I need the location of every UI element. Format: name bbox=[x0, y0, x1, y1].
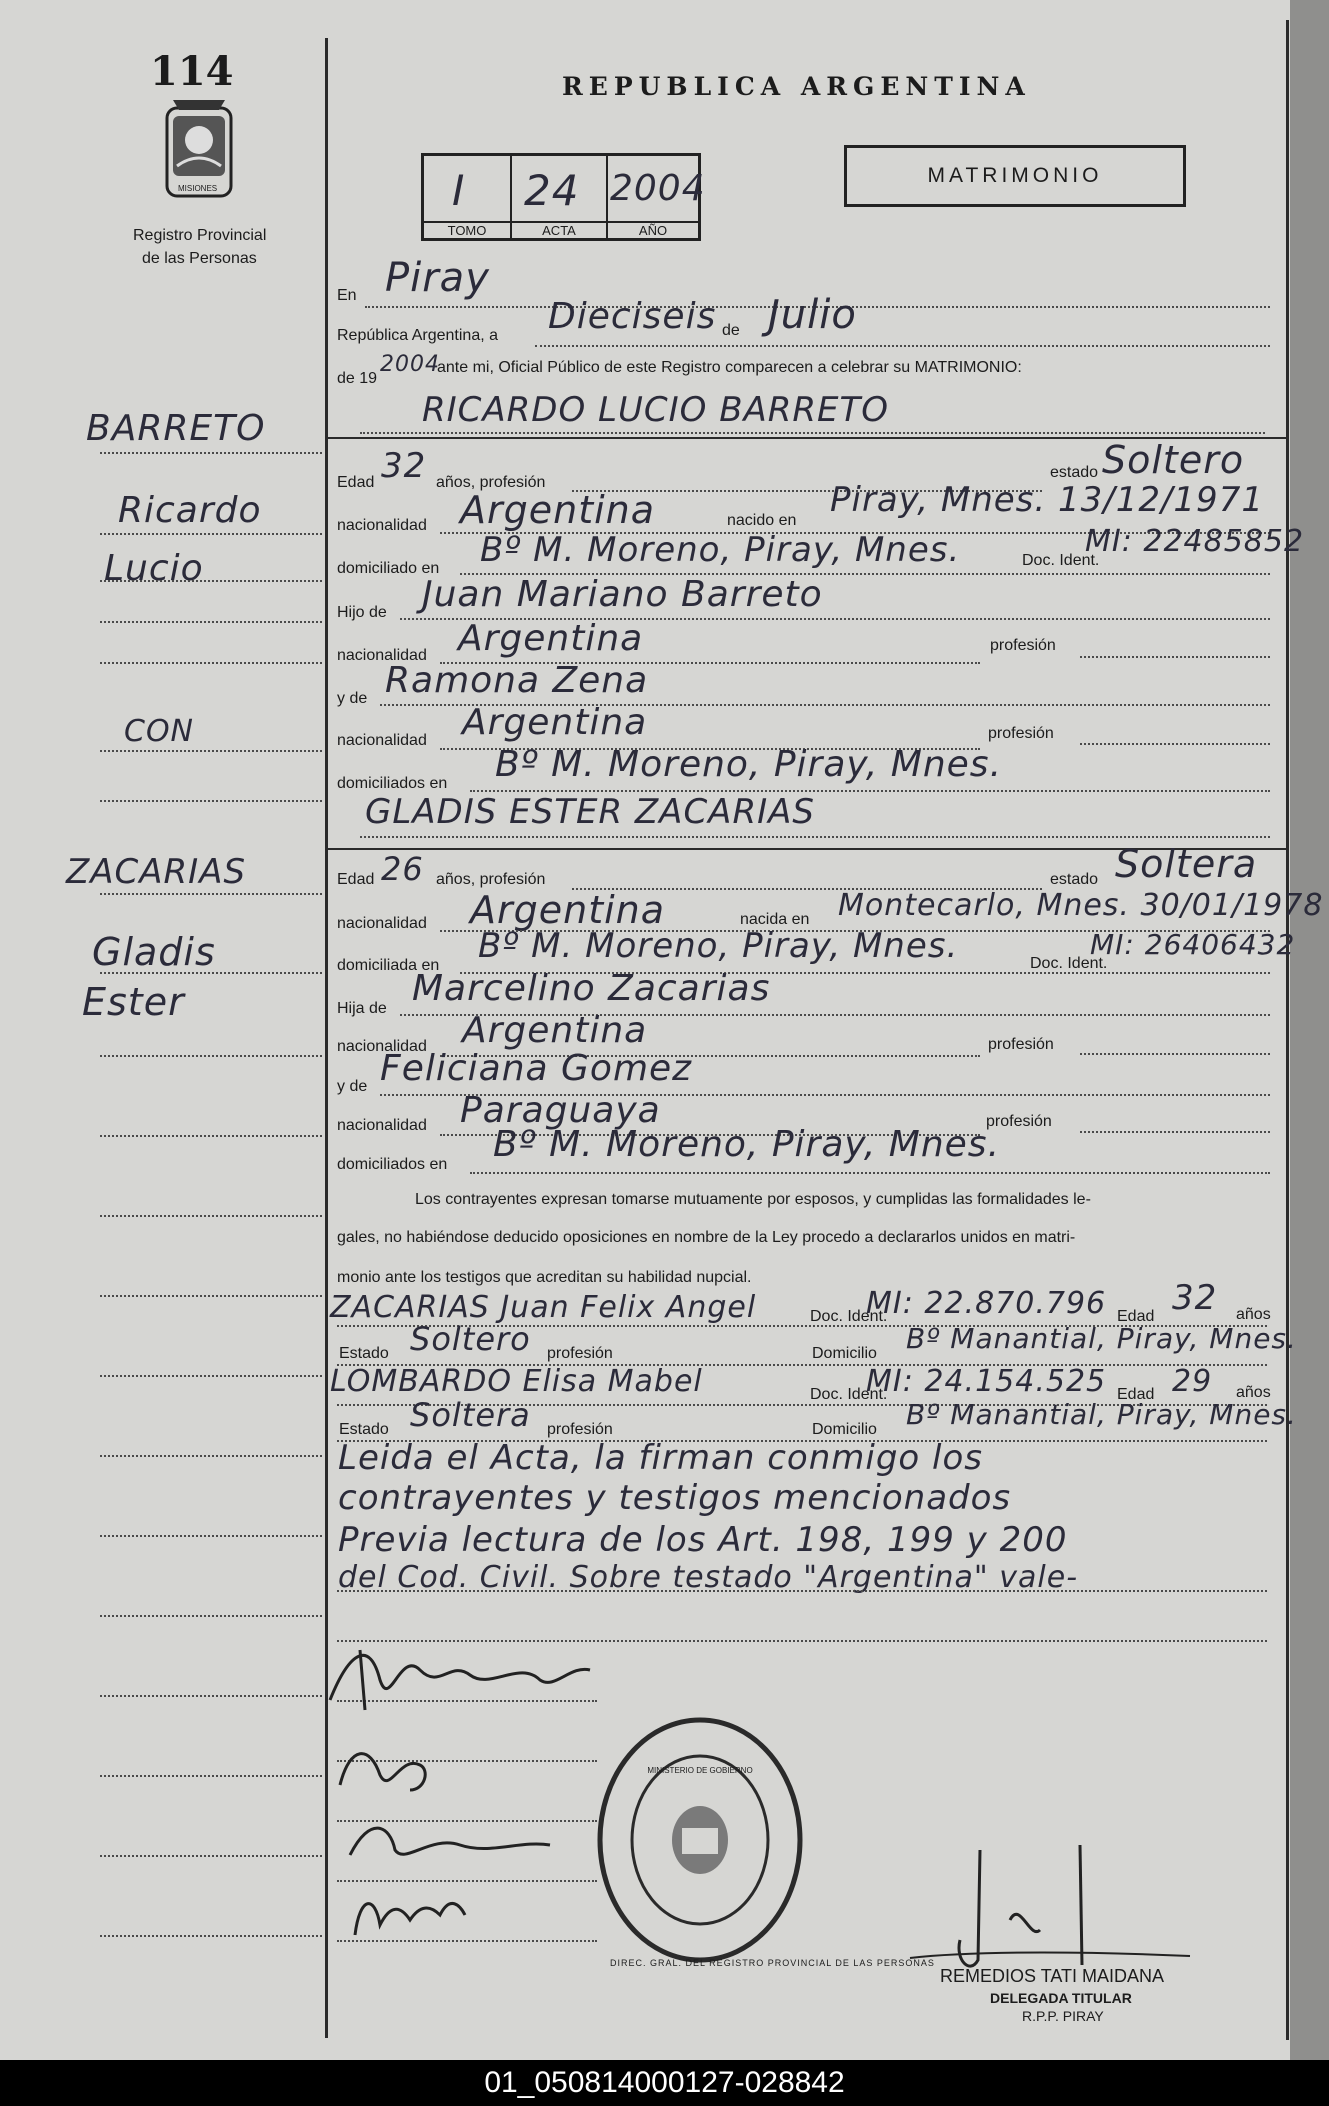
margin-dotline bbox=[100, 1855, 322, 1857]
margin-dotline bbox=[100, 1375, 322, 1377]
label-nacionalidad: nacionalidad bbox=[337, 915, 427, 932]
anio-label: AÑO bbox=[608, 221, 698, 238]
witness2-name: LOMBARDO Elisa Mabel bbox=[330, 1364, 703, 1399]
label-anos: años bbox=[1236, 1384, 1271, 1401]
acta-value: 24 bbox=[524, 166, 580, 215]
label-domicilio: Domicilio bbox=[812, 1421, 877, 1438]
dotline bbox=[337, 1590, 1267, 1592]
officer-title: DELEGADA TITULAR bbox=[990, 1990, 1132, 2006]
label-estado: Estado bbox=[339, 1345, 389, 1362]
label-profesion: profesión bbox=[547, 1421, 613, 1438]
margin-dotline bbox=[100, 1695, 322, 1697]
label-estado: estado bbox=[1050, 871, 1099, 888]
margin-dotline bbox=[100, 1935, 322, 1937]
label-de: de bbox=[722, 322, 740, 339]
label-anos-profesion: años, profesión bbox=[436, 871, 546, 888]
label-profesion: profesión bbox=[547, 1345, 613, 1362]
right-border bbox=[1286, 20, 1289, 2040]
officer-name: REMEDIOS TATI MAIDANA bbox=[940, 1966, 1165, 1986]
doc-type-box bbox=[844, 145, 1186, 207]
husband-full-name: RICARDO LUCIO BARRETO bbox=[422, 390, 890, 430]
registry-name-line1: Registro Provincial bbox=[133, 227, 267, 244]
signature-witness2 bbox=[345, 1875, 475, 1945]
acta-label: ACTA bbox=[512, 221, 606, 238]
signature-wife bbox=[330, 1735, 440, 1805]
formal-text-line3: monio ante los testigos que acreditan su habilidad nupcial. bbox=[337, 1269, 752, 1286]
witness1-name: ZACARIAS Juan Felix Angel bbox=[330, 1290, 757, 1325]
label-profesion: profesión bbox=[988, 725, 1054, 742]
dotline bbox=[535, 345, 1270, 347]
witness2-domicilio: Bº Manantial, Piray, Mnes. bbox=[906, 1398, 1297, 1431]
margin-husband-surname: BARRETO bbox=[86, 408, 266, 449]
closing-line1: Leida el Acta, la firman conmigo los bbox=[338, 1438, 983, 1478]
margin-dotline bbox=[100, 1295, 322, 1297]
label-doc-ident: Doc. Ident. bbox=[1022, 552, 1100, 569]
dotline bbox=[1080, 1131, 1270, 1133]
witness2-doc: MI: 24.154.525 bbox=[866, 1364, 1107, 1399]
tomo-cell bbox=[424, 156, 512, 238]
scan-id-footer: 01_050814000127-028842 bbox=[0, 2060, 1329, 2106]
closing-line3: Previa lectura de los Art. 198, 199 y 200 bbox=[338, 1520, 1068, 1560]
husband-mother-nac: Argentina bbox=[462, 702, 648, 743]
margin-dotline bbox=[100, 1455, 322, 1457]
closing-line4: del Cod. Civil. Sobre testado "Argentina" vale- bbox=[338, 1560, 1079, 1595]
husband-father: Juan Mariano Barreto bbox=[422, 574, 823, 615]
label-nacionalidad: nacionalidad bbox=[337, 517, 427, 534]
wife-mother: Feliciana Gomez bbox=[380, 1048, 693, 1089]
stamp-outer-text: DIREC. GRAL. DEL REGISTRO PROVINCIAL DE LAS PERSONAS bbox=[610, 1958, 935, 1968]
label-y-de: y de bbox=[337, 1078, 368, 1095]
label-hijo-de: Hijo de bbox=[337, 604, 387, 621]
doc-type-label: MATRIMONIO bbox=[927, 164, 1103, 187]
margin-wife-given1: Gladis bbox=[92, 930, 216, 974]
label-edad: Edad bbox=[1117, 1386, 1155, 1403]
wife-age: 26 bbox=[381, 850, 424, 888]
husband-domicilio: Bº M. Moreno, Piray, Mnes. bbox=[480, 530, 961, 570]
margin-dotline bbox=[100, 1535, 322, 1537]
witness1-estado: Soltero bbox=[410, 1320, 531, 1358]
place-value: Piray bbox=[385, 255, 490, 301]
witness1-doc: MI: 22.870.796 bbox=[866, 1286, 1107, 1321]
wife-doc: MI: 26406432 bbox=[1090, 928, 1296, 961]
label-nacionalidad: nacionalidad bbox=[337, 732, 427, 749]
margin-wife-surname: ZACARIAS bbox=[66, 852, 247, 892]
husband-age: 32 bbox=[381, 446, 427, 486]
margin-dotline bbox=[100, 533, 322, 535]
label-hija-de: Hija de bbox=[337, 1000, 387, 1017]
wife-domicilio: Bº M. Moreno, Piray, Mnes. bbox=[478, 926, 959, 966]
wife-father: Marcelino Zacarias bbox=[412, 968, 771, 1009]
label-profesion: profesión bbox=[988, 1036, 1054, 1053]
husband-nacionalidad: Argentina bbox=[460, 488, 656, 532]
wife-mother-nac: Paraguaya bbox=[460, 1090, 661, 1131]
witness2-estado: Soltera bbox=[410, 1396, 531, 1434]
wife-nacionalidad: Argentina bbox=[470, 888, 666, 932]
day-value: Dieciseis bbox=[548, 296, 717, 337]
dotline bbox=[1080, 1053, 1270, 1055]
page-edge-shadow bbox=[1290, 0, 1329, 2060]
label-domiciliados-en: domiciliados en bbox=[337, 1156, 448, 1173]
label-anos-profesion: años, profesión bbox=[436, 474, 546, 491]
margin-dotline bbox=[100, 1775, 322, 1777]
seal-label: MISIONES bbox=[178, 184, 218, 193]
husband-mother: Ramona Zena bbox=[385, 660, 649, 701]
year-value: 2004 bbox=[380, 352, 440, 377]
closing-line2: contrayentes y testigos mencionados bbox=[338, 1478, 1012, 1518]
officer-signature bbox=[900, 1840, 1200, 1980]
husband-nacido: Piray, Mnes. 13/12/1971 bbox=[830, 480, 1264, 520]
husband-father-nac: Argentina bbox=[458, 618, 644, 659]
header-title: REPUBLICA ARGENTINA bbox=[562, 72, 1031, 101]
folio-number: 114 bbox=[150, 48, 234, 95]
label-de19: de 19 bbox=[337, 370, 378, 387]
label-domiciliados-en: domiciliados en bbox=[337, 775, 448, 792]
witness2-age: 29 bbox=[1172, 1364, 1213, 1399]
margin-dotline bbox=[100, 750, 322, 752]
margin-dotline bbox=[100, 580, 322, 582]
wife-full-name: GLADIS ESTER ZACARIAS bbox=[365, 792, 815, 832]
margin-divider bbox=[325, 38, 328, 2038]
margin-con: CON bbox=[124, 714, 195, 749]
margin-dotline bbox=[100, 1215, 322, 1217]
margin-dotline bbox=[100, 1135, 322, 1137]
margin-dotline bbox=[100, 452, 322, 454]
formal-text-line1: Los contrayentes expresan tomarse mutuamente por esposos, y cumplidas las formalidades le- bbox=[415, 1191, 1091, 1208]
label-anos: años bbox=[1236, 1306, 1271, 1323]
dotline bbox=[1080, 743, 1270, 745]
margin-dotline bbox=[100, 621, 322, 623]
stamp-inner-text: MINISTERIO DE GOBIERNO bbox=[647, 1766, 753, 1775]
label-nacida-en: nacida en bbox=[740, 911, 810, 928]
wife-estado: Soltera bbox=[1115, 842, 1258, 886]
officer-office: R.P.P. PIRAY bbox=[1022, 2008, 1104, 2024]
tomo-value: I bbox=[452, 166, 466, 215]
label-domiciliado-en: domiciliado en bbox=[337, 560, 440, 577]
label-estado: Estado bbox=[339, 1421, 389, 1438]
label-ante-mi: ante mi, Oficial Público de este Registro comparecen a celebrar su MATRIMONIO: bbox=[437, 359, 1022, 376]
label-nacionalidad: nacionalidad bbox=[337, 1117, 427, 1134]
registry-name-line2: de las Personas bbox=[142, 250, 257, 267]
label-domiciliada-en: domiciliada en bbox=[337, 957, 440, 974]
margin-dotline bbox=[100, 662, 322, 664]
label-doc-ident: Doc. Ident. bbox=[1030, 955, 1108, 972]
margin-dotline bbox=[100, 893, 322, 895]
wife-father-nac: Argentina bbox=[462, 1010, 648, 1051]
dotline bbox=[470, 1172, 1270, 1174]
label-estado: estado bbox=[1050, 464, 1099, 481]
label-profesion: profesión bbox=[986, 1113, 1052, 1130]
record-number-box bbox=[421, 153, 706, 241]
label-nacido-en: nacido en bbox=[727, 512, 797, 529]
husband-doc: MI: 22485852 bbox=[1085, 524, 1305, 559]
wife-nacida: Montecarlo, Mnes. 30/01/1978 bbox=[838, 888, 1324, 923]
anio-value: 2004 bbox=[610, 168, 706, 209]
signature-witness1 bbox=[340, 1805, 560, 1875]
label-domicilio: Domicilio bbox=[812, 1345, 877, 1362]
dotline bbox=[360, 432, 1265, 434]
husband-estado: Soltero bbox=[1102, 438, 1245, 482]
dotline bbox=[360, 836, 1270, 838]
label-nacionalidad: nacionalidad bbox=[337, 1038, 427, 1055]
label-edad: Edad bbox=[337, 871, 375, 888]
label-republica: República Argentina, a bbox=[337, 327, 498, 344]
label-profesion: profesión bbox=[990, 637, 1056, 654]
tomo-label: TOMO bbox=[424, 221, 510, 238]
husband-parents-dom: Bº M. Moreno, Piray, Mnes. bbox=[495, 744, 1003, 785]
margin-wife-given2: Ester bbox=[82, 980, 185, 1024]
anio-cell bbox=[608, 156, 706, 238]
label-edad: Edad bbox=[337, 474, 375, 491]
formal-text-line2: gales, no habiéndose deducido oposiciones en nombre de la Ley procedo a declararlos unidos en matri- bbox=[337, 1229, 1076, 1246]
dotline bbox=[1080, 656, 1270, 658]
wife-parents-dom: Bº M. Moreno, Piray, Mnes. bbox=[493, 1124, 1001, 1165]
acta-cell bbox=[512, 156, 608, 238]
label-doc-ident: Doc. Ident. bbox=[810, 1386, 888, 1403]
signature-husband bbox=[320, 1630, 600, 1720]
margin-dotline bbox=[100, 1615, 322, 1617]
witness1-age: 32 bbox=[1172, 1278, 1218, 1318]
witness1-domicilio: Bº Manantial, Piray, Mnes. bbox=[906, 1322, 1297, 1355]
margin-dotline bbox=[100, 972, 322, 974]
margin-husband-given2: Lucio bbox=[104, 548, 204, 589]
margin-husband-given1: Ricardo bbox=[118, 490, 262, 531]
label-edad: Edad bbox=[1117, 1308, 1155, 1325]
margin-dotline bbox=[100, 1055, 322, 1057]
official-stamp bbox=[590, 1710, 935, 1970]
label-nacionalidad: nacionalidad bbox=[337, 647, 427, 664]
month-value: Julio bbox=[768, 292, 857, 338]
label-doc-ident: Doc. Ident. bbox=[810, 1308, 888, 1325]
label-y-de: y de bbox=[337, 690, 368, 707]
label-en: En bbox=[337, 287, 357, 304]
margin-dotline bbox=[100, 800, 322, 802]
